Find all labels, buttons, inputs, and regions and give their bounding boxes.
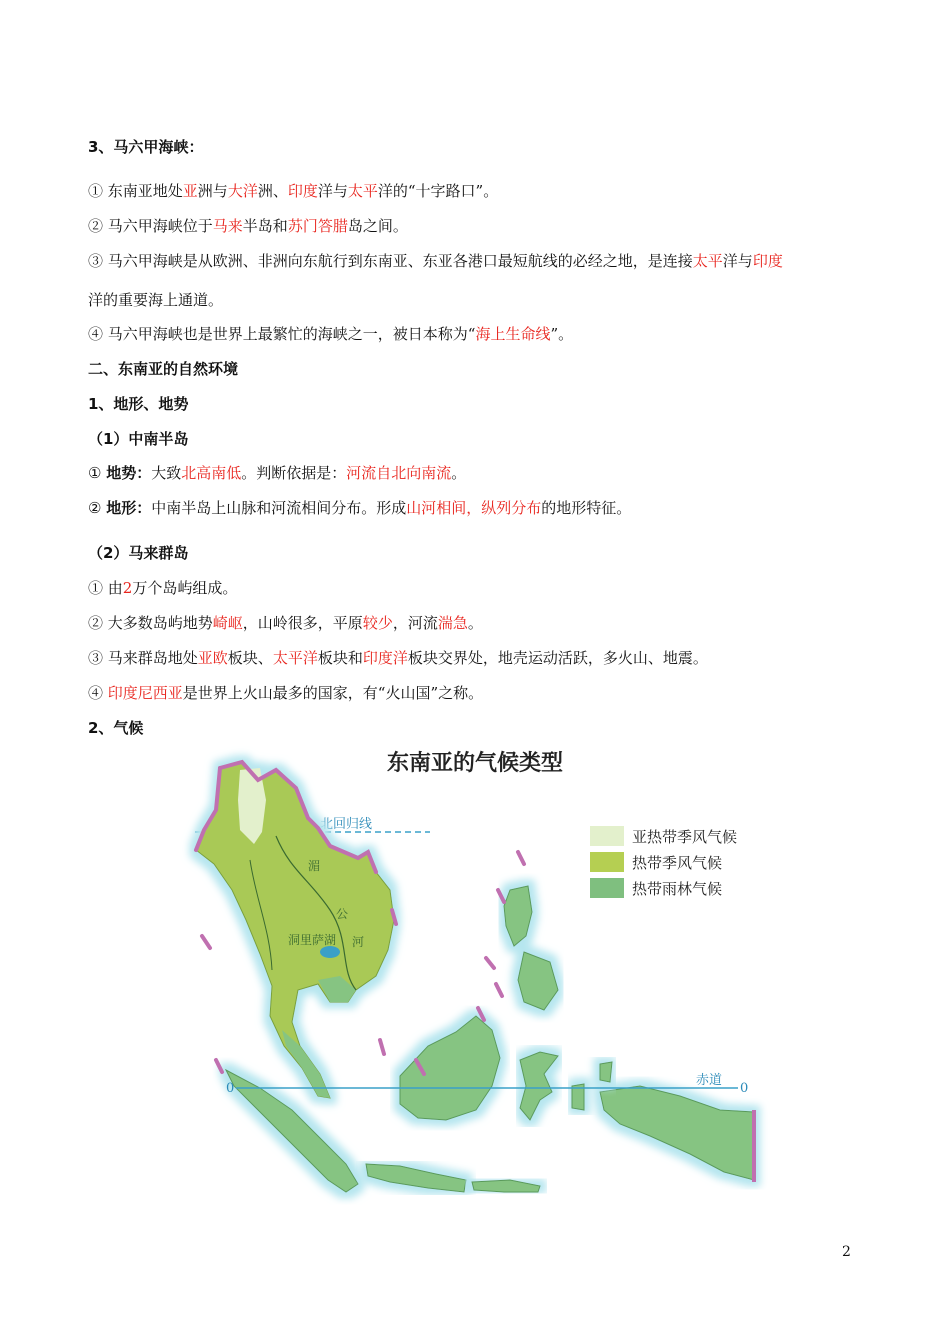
text: 。 [451, 464, 467, 482]
tonle-sap-lake [320, 946, 340, 958]
text: 洋与 [317, 182, 348, 200]
map-title: 东南亚的气候类型 [386, 751, 564, 776]
highlight: 太平洋 [272, 649, 318, 667]
highlight: 太平 [347, 182, 378, 200]
text: 是世界上火山最多的国家，有“火山国”之称。 [182, 684, 484, 702]
highlight: 苏门答腊 [287, 217, 348, 235]
text: ，河流 [392, 614, 438, 632]
highlight: 河流自北向南流 [346, 464, 452, 482]
text: 洲、 [257, 182, 288, 200]
new-guinea [600, 1086, 754, 1180]
para-2 [88, 216, 408, 236]
text: ① 由 [88, 579, 123, 597]
climate-map [180, 740, 770, 1215]
legend-swatch-subtropical [590, 826, 624, 846]
text: 板块交界处，地壳运动活跃，多火山、地震。 [407, 649, 708, 667]
subsection-1-title: 1、地形、地势 [88, 395, 189, 413]
subsection-1-1-title: （1）中南半岛 [88, 430, 189, 448]
legend-swatch-rainforest [590, 878, 624, 898]
text: ”。 [550, 325, 574, 343]
highlight: 印度 [287, 182, 318, 200]
highlight: 崎岖 [212, 614, 243, 632]
section-2-title: 二、东南亚的自然环境 [88, 360, 239, 378]
map-legend [590, 826, 737, 898]
term: 地形： [106, 499, 152, 517]
text: ① [88, 464, 107, 482]
text: 大致 [151, 464, 182, 482]
text: 半岛和 [242, 217, 288, 235]
page-number: 2 [842, 1244, 851, 1260]
para-3b: 洋的重要海上通道。 [88, 291, 224, 309]
highlight: 印度尼西亚 [107, 684, 183, 702]
text: 。判断依据是： [241, 464, 347, 482]
highlight: 北高南低 [181, 464, 242, 482]
highlight: 太平 [692, 252, 723, 270]
legend-label: 亚热带季风气候 [632, 828, 738, 846]
subsection-1-2-title: （2）马来群岛 [88, 544, 189, 562]
highlight: 2 [122, 579, 133, 597]
text: ③ 马来群岛地处 [88, 649, 198, 667]
mekong-char: 湄 [308, 859, 321, 873]
islands-4 [88, 683, 483, 703]
highlight: 大洋 [227, 182, 258, 200]
mekong-char: 河 [352, 935, 365, 949]
text: 洲与 [197, 182, 228, 200]
text: 板块和 [317, 649, 363, 667]
para-1 [88, 181, 498, 201]
highlight: 较少 [362, 614, 393, 632]
term: 地势： [106, 464, 152, 482]
java [366, 1164, 466, 1192]
terrain-2 [88, 498, 631, 518]
islands-1 [88, 578, 237, 598]
mainland [196, 762, 394, 1098]
sulawesi [520, 1052, 558, 1120]
legend-label: 热带季风气候 [632, 854, 723, 872]
text: ② 马六甲海峡位于 [88, 217, 213, 235]
text: ② [88, 499, 107, 517]
text: 中南半岛上山脉和河流相间分布。形成 [151, 499, 407, 517]
text: 洋与 [722, 252, 753, 270]
equator-zero-left: 0 [226, 1081, 235, 1096]
text: ① 东南亚地处 [88, 182, 183, 200]
highlight: 亚欧 [197, 649, 228, 667]
text: ④ [88, 684, 108, 702]
highlight: 马来 [212, 217, 243, 235]
equator-label: 赤道 [696, 1073, 723, 1088]
lesser-sunda [472, 1180, 540, 1192]
text: 洋的“十字路口”。 [377, 182, 499, 200]
highlight: 湍急 [437, 614, 468, 632]
terrain-1 [88, 463, 466, 483]
para-3a [88, 251, 783, 271]
text: ② 大多数岛屿地势 [88, 614, 213, 632]
mekong-char: 公 [336, 907, 349, 921]
text: ③ 马六甲海峡是从欧洲、非洲向东航行到东南亚、东亚各港口最短航线的必经之地，是连接 [88, 252, 693, 270]
climate-map-svg [180, 740, 770, 1215]
text: 板块、 [227, 649, 273, 667]
text: ，山岭很多，平原 [242, 614, 363, 632]
lake-label: 洞里萨湖 [288, 933, 337, 947]
tropic-label: 北回归线 [320, 817, 373, 832]
legend-swatch-monsoon [590, 852, 624, 872]
subsection-2-title: 2、气候 [88, 719, 144, 737]
highlight: 海上生命线 [475, 325, 551, 343]
para-4 [88, 324, 573, 344]
islands-3 [88, 648, 708, 668]
islands-2 [88, 613, 483, 633]
borneo [400, 1016, 500, 1120]
legend-label: 热带雨林气候 [632, 880, 723, 898]
equator-zero-right: 0 [740, 1081, 749, 1096]
highlight: 印度洋 [362, 649, 408, 667]
text: 的地形特征。 [541, 499, 632, 517]
highlight: 山河相间，纵列分布 [406, 499, 542, 517]
philippines [504, 886, 558, 1010]
text: 万个岛屿组成。 [132, 579, 238, 597]
text: 。 [467, 614, 483, 632]
text: 岛之间。 [347, 217, 408, 235]
highlight: 印度 [752, 252, 783, 270]
text: ④ 马六甲海峡也是世界上最繁忙的海峡之一，被日本称为“ [88, 325, 476, 343]
section-3-title: 3、马六甲海峡： [88, 138, 204, 156]
highlight: 亚 [182, 182, 198, 200]
